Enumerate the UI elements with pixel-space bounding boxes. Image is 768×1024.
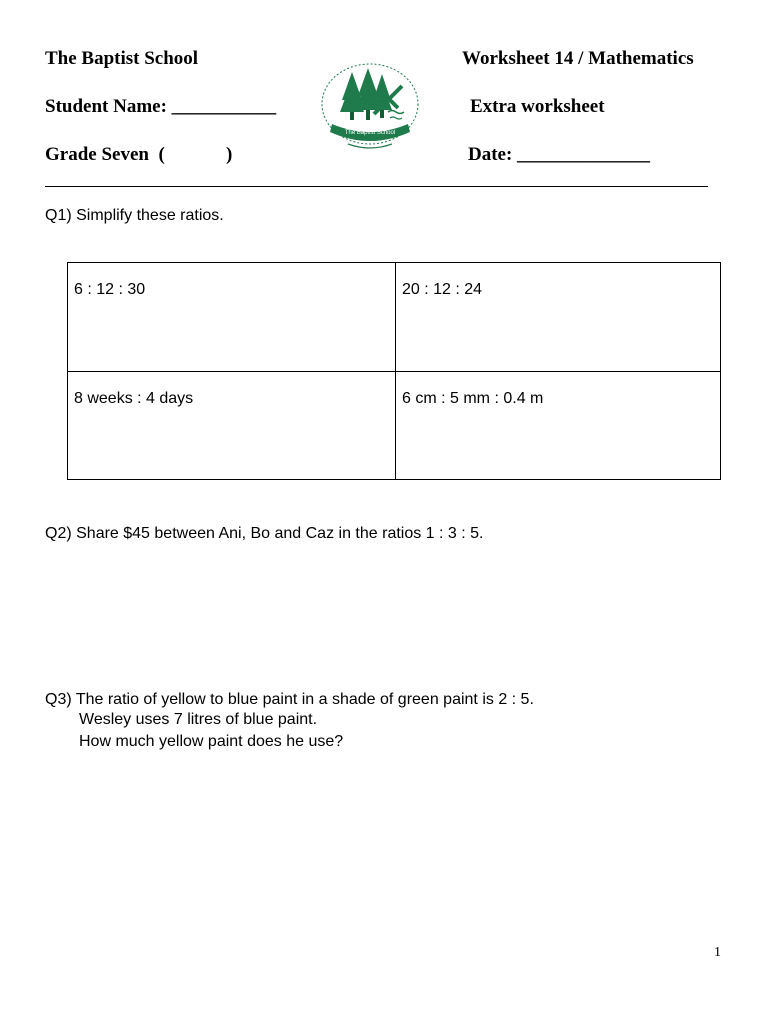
ratios-table <box>67 262 721 480</box>
school-logo <box>318 60 422 156</box>
q1-prompt: Q1) Simplify these ratios. <box>45 207 224 224</box>
extra-worksheet-label: Extra worksheet <box>470 96 605 117</box>
q2-prompt: Q2) Share $45 between Ani, Bo and Caz in the ratios 1 : 3 : 5. <box>45 525 484 542</box>
ratio-cell-3: 8 weeks : 4 days <box>74 390 194 407</box>
q3-prompt-line2: Wesley uses 7 litres of blue paint. <box>79 711 318 728</box>
grade-close-paren: ) <box>226 144 233 165</box>
header-divider <box>45 186 708 187</box>
logo-emblem-icon <box>318 60 422 156</box>
worksheet-title: Worksheet 14 / Mathematics <box>462 48 694 69</box>
grade-label: Grade Seven ( <box>45 144 165 165</box>
ratio-cell-2: 20 : 12 : 24 <box>402 281 483 298</box>
date-field: Date: ______________ <box>468 144 651 165</box>
table-row-divider <box>68 371 720 372</box>
ratio-cell-1: 6 : 12 : 30 <box>74 281 146 298</box>
school-name: The Baptist School <box>45 48 199 69</box>
logo-ribbon-text: The Baptist School <box>344 130 396 136</box>
ratio-cell-4: 6 cm : 5 mm : 0.4 m <box>402 390 544 407</box>
q3-prompt-line3: How much yellow paint does he use? <box>79 733 344 750</box>
q3-prompt-line1: Q3) The ratio of yellow to blue paint in a shade of green paint is 2 : 5. <box>45 691 534 708</box>
page-number: 1 <box>714 945 721 960</box>
student-name-field: Student Name: ___________ <box>45 96 277 117</box>
